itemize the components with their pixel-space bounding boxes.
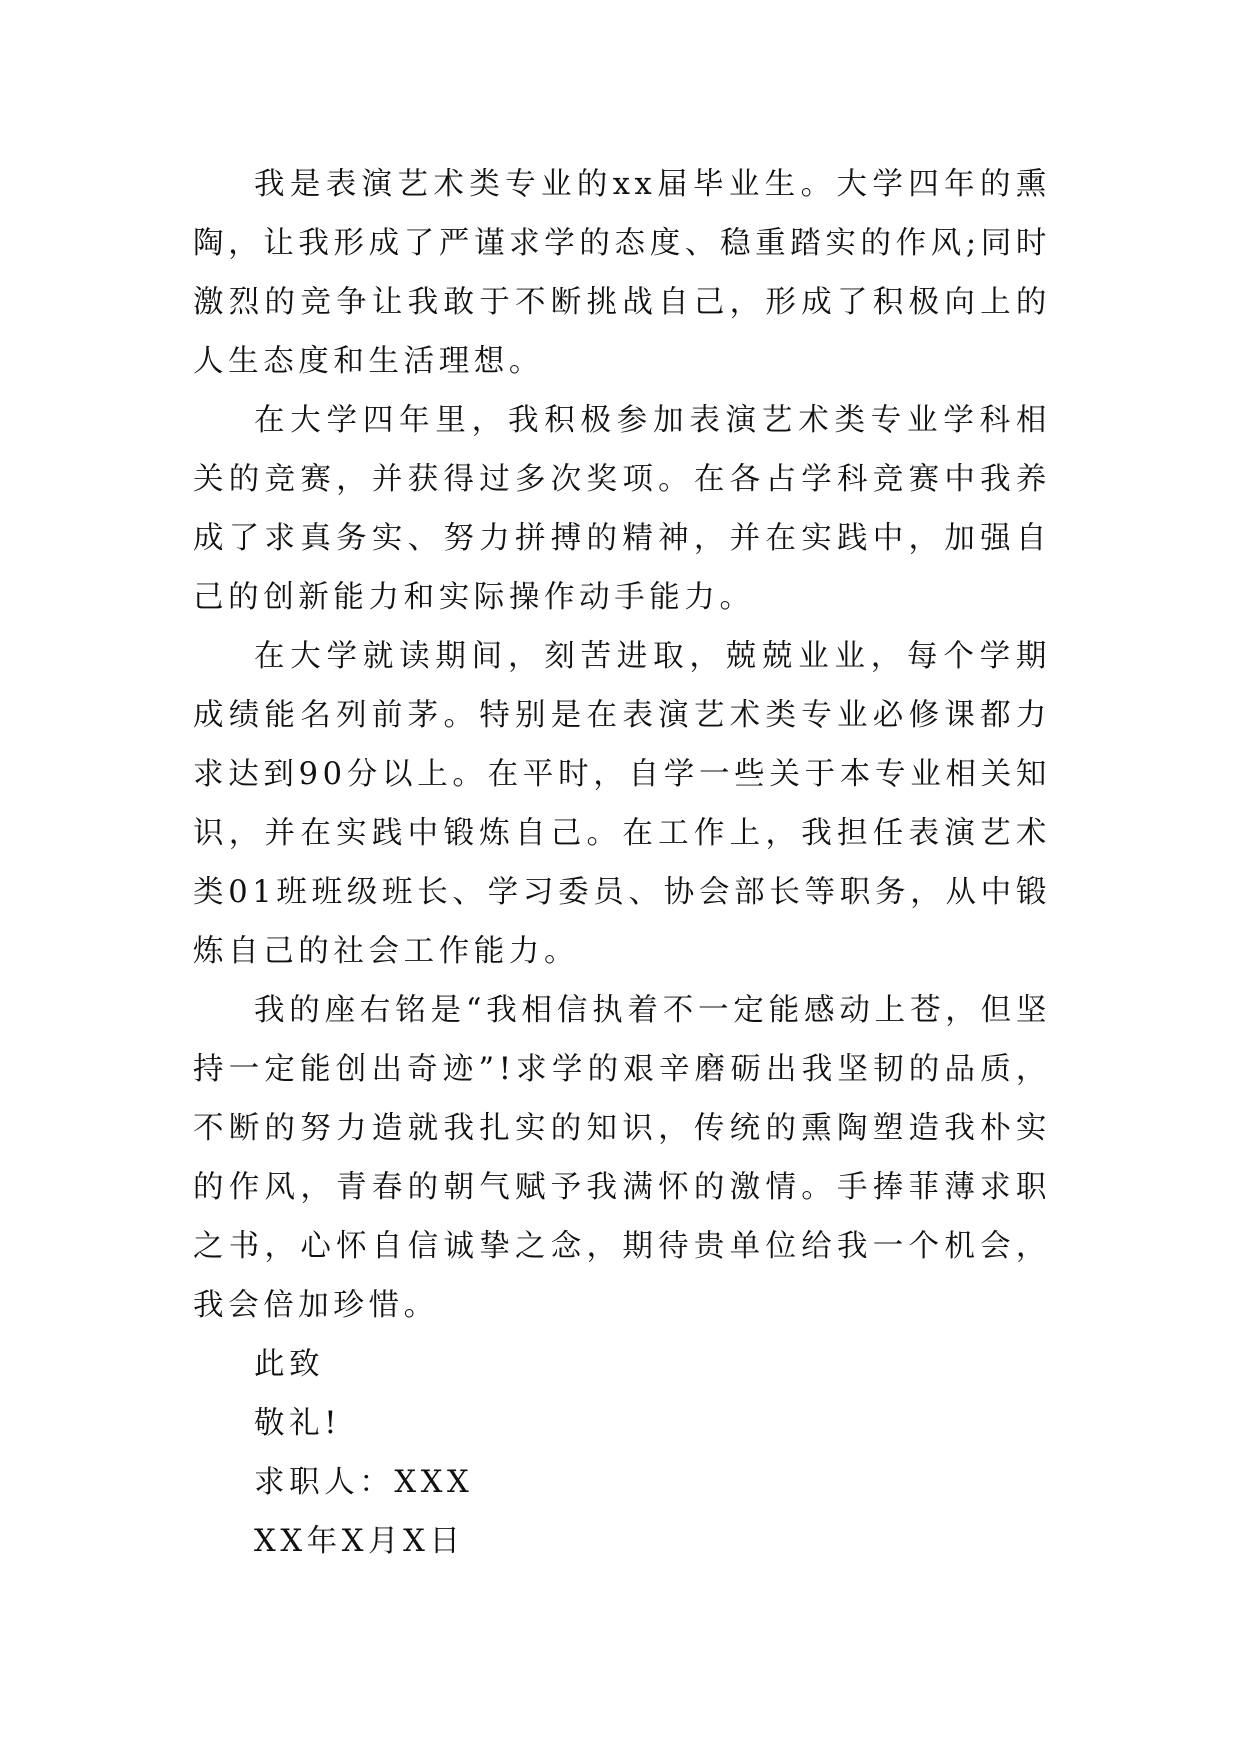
paragraph-intro: 我是表演艺术类专业的xx届毕业生。大学四年的熏陶，让我形成了严谨求学的态度、稳重踏实的作风;同时激烈的竞争让我敢于不断挑战自己，形成了积极向上的人生态度和生活理想。 [193,167,1051,379]
paragraph-studies-work: 在大学就读期间，刻苦进取，兢兢业业，每个学期成绩能名列前茅。特别是在表演艺术类专业必修课都力求达到90分以上。在平时，自学一些关于本专业相关知识，并在实践中锻炼自己。在工作上，我担任表演艺术类01班班级班长、学习委员、协会部长等职务，从中锻炼自己的社会工作能力。 [193,639,1051,969]
salutation: 此致 [254,1347,325,1382]
regards: 敬礼! [254,1406,342,1441]
cover-letter-body [193,155,1051,1571]
paragraph-motto: 我的座右铭是“我相信执着不一定能感动上苍，但坚持一定能创出奇迹”!求学的艰辛磨砺出我坚韧的品质，不断的努力造就我扎实的知识，传统的熏陶塑造我朴实的作风，青春的朝气赋予我满怀的激情。手捧菲薄求职之书，心怀自信诚挚之念，期待贵单位给我一个机会，我会倍加珍惜。 [193,993,1051,1323]
paragraph-competitions: 在大学四年里，我积极参加表演艺术类专业学科相关的竞赛，并获得过多次奖项。在各占学科竞赛中我养成了求真务实、努力拼搏的精神，并在实践中，加强自己的创新能力和实际操作动手能力。 [193,403,1051,615]
signature: 求职人：XXX [254,1465,474,1500]
date: XX年X月X日 [254,1524,465,1559]
